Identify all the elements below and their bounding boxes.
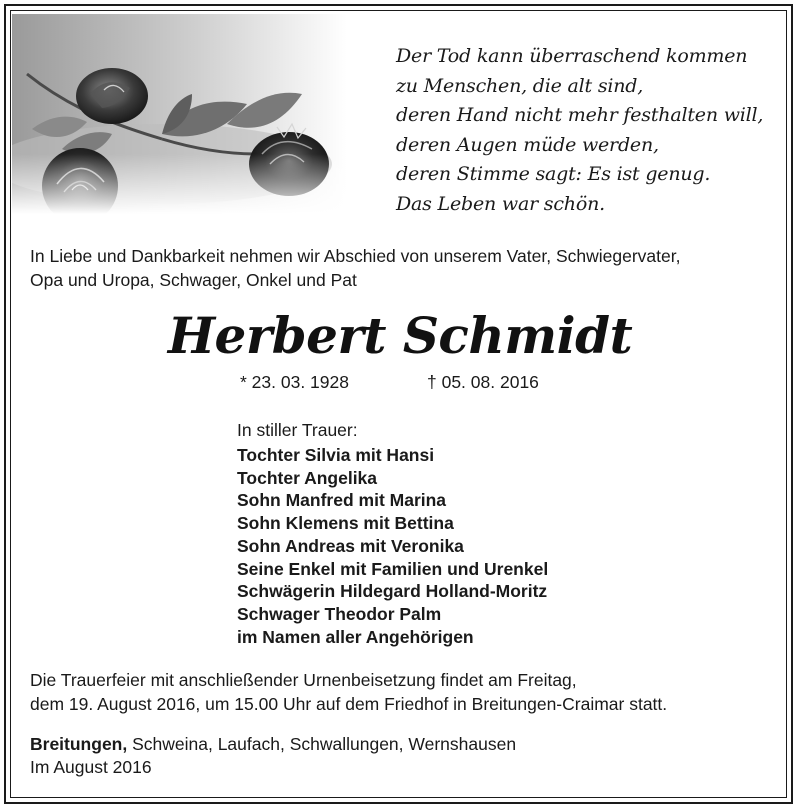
poem-line: deren Augen müde werden, bbox=[396, 133, 659, 156]
ceremony-line: dem 19. August 2016, um 15.00 Uhr auf dem Friedhof in Breitungen-Craimar statt. bbox=[30, 694, 668, 714]
poem-line: zu Menschen, die alt sind, bbox=[396, 74, 644, 97]
death-date: † 05. 08. 2016 bbox=[427, 372, 539, 392]
mourner: Seine Enkel mit Familien und Urenkel bbox=[237, 558, 549, 579]
mourner: Schwager Theodor Palm bbox=[237, 603, 442, 624]
roses-image bbox=[12, 14, 347, 214]
mourner: Tochter Silvia mit Hansi bbox=[237, 445, 435, 465]
ceremony-notice bbox=[30, 668, 780, 716]
mourner: Schwägerin Hildegard Holland-Moritz bbox=[237, 581, 548, 602]
places-block bbox=[30, 733, 516, 778]
mourner: Sohn Andreas mit Veronika bbox=[237, 535, 464, 556]
poem-line: Das Leben war schön. bbox=[396, 192, 605, 215]
deceased-name: Herbert Schmidt bbox=[167, 306, 633, 365]
farewell-line: In Liebe und Dankbarkeit nehmen wir Abschied von unserem Vater, Schwiegervater, bbox=[30, 246, 681, 266]
birth-date: * 23. 03. 1928 bbox=[240, 372, 349, 392]
poem-line: deren Stimme sagt: Es ist genug. bbox=[396, 163, 711, 185]
farewell-line: Opa und Uropa, Schwager, Onkel und Pat bbox=[30, 270, 357, 290]
notice-date: Im August 2016 bbox=[30, 756, 152, 777]
poem-line: deren Hand nicht mehr festhalten will, bbox=[396, 104, 764, 126]
mourner: Sohn Manfred mit Marina bbox=[237, 490, 447, 511]
poem bbox=[396, 42, 776, 219]
mourner: Tochter Angelika bbox=[237, 467, 378, 488]
ceremony-line: Die Trauerfeier mit anschließender Urnenbeisetzung findet am Freitag, bbox=[30, 670, 577, 690]
poem-line: Der Tod kann überraschend kommen bbox=[396, 45, 748, 67]
farewell-text bbox=[30, 244, 780, 292]
places-line bbox=[30, 733, 516, 756]
mourners-list bbox=[237, 444, 548, 648]
mourners-label: In stiller Trauer: bbox=[237, 420, 358, 440]
main-place: Breitungen, bbox=[30, 734, 128, 754]
mourner: Sohn Klemens mit Bettina bbox=[237, 513, 454, 534]
other-places: Schweina, Laufach, Schwallungen, Wernshausen bbox=[127, 734, 517, 754]
mourner: im Namen aller Angehörigen bbox=[237, 626, 474, 647]
